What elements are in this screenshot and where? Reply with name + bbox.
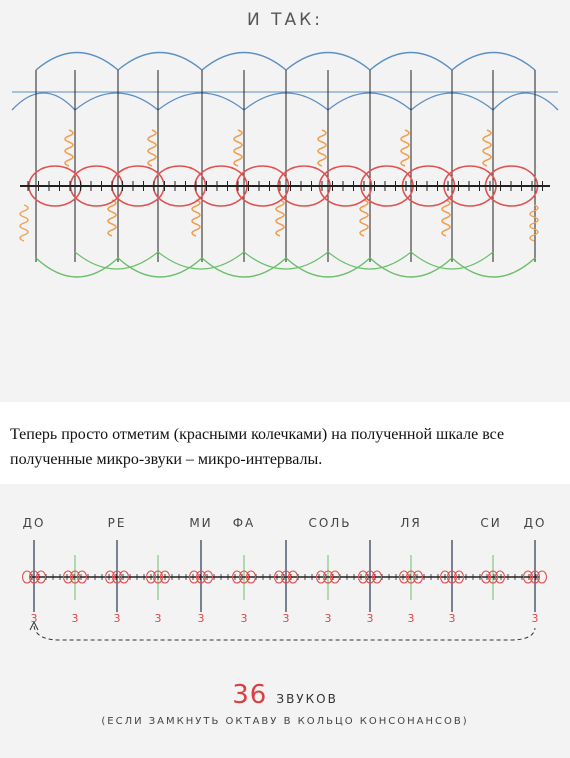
note-label-do-high: ДО [523, 516, 547, 530]
octave-ring-note: (ЕСЛИ ЗАМКНУТЬ ОКТАВУ В КОЛЬЦО КОНСОНАНСОВ) [101, 716, 469, 727]
note-label-la: ЛЯ [400, 516, 422, 530]
interval-count: 3 [282, 612, 290, 625]
interval-count: 3 [448, 612, 456, 625]
note-label-sol: СОЛЬ [308, 516, 352, 530]
interval-count: 3 [71, 612, 79, 625]
total-number: 36 [232, 680, 268, 710]
page-title: И ТАК: [247, 10, 323, 30]
interval-count: 3 [407, 612, 415, 625]
note-label-do: ДО [22, 516, 46, 530]
caption-text: Теперь просто отметим (красными колечками) на полученной шкале все полученные микро-звуки – микро-интервалы. [10, 426, 505, 468]
interval-count: 3 [531, 612, 539, 625]
note-label-re: РЕ [107, 516, 127, 530]
note-label-mi: МИ [189, 516, 213, 530]
interval-count: 3 [113, 612, 121, 625]
return-arrow-path [34, 626, 535, 640]
interval-count: 3 [197, 612, 205, 625]
interval-count: 3 [324, 612, 332, 625]
interval-count: 3 [240, 612, 248, 625]
interval-count: 3 [366, 612, 374, 625]
note-label-si: СИ [480, 516, 502, 530]
total-line [0, 680, 570, 710]
interval-count: 3 [154, 612, 162, 625]
note-label-fa: ФА [232, 516, 256, 530]
total-label: ЗВУКОВ [276, 692, 338, 706]
interval-count: 3 [30, 612, 38, 625]
